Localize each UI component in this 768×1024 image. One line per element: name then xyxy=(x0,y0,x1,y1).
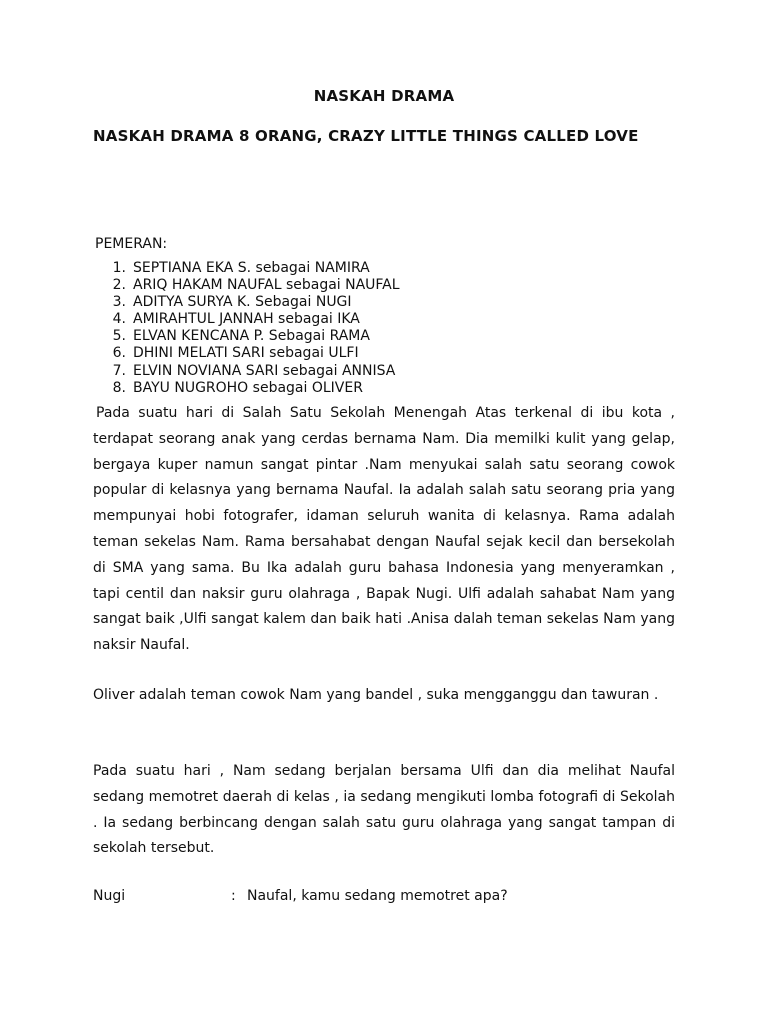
dialogue-colon: : xyxy=(231,888,236,904)
cast-item xyxy=(93,380,400,397)
dialogue-speaker: Nugi xyxy=(93,888,126,904)
cast-item-number: 5. xyxy=(112,328,126,345)
cast-item xyxy=(93,345,400,362)
dialogue-text: Naufal, kamu sedang memotret apa? xyxy=(247,888,508,904)
scene-paragraph: Pada suatu hari , Nam sedang berjalan bersama Ulfi dan dia melihat Naufal sedang memotret daerah di kelas , ia sedang mengikuti lomba fotografi di Sekolah . Ia sedang berbincang dengan salah satu guru olahraga yang sangat tampan di sekolah tersebut. xyxy=(93,763,675,857)
cast-item-text: BAYU NUGROHO sebagai OLIVER xyxy=(133,379,363,396)
cast-item-text: ARIQ HAKAM NAUFAL sebagai NAUFAL xyxy=(133,277,400,294)
cast-item-text: ELVAN KENCANA P. Sebagai RAMA xyxy=(133,328,370,345)
cast-heading: PEMERAN: xyxy=(95,236,168,252)
document-title: NASKAH DRAMA xyxy=(313,87,455,105)
cast-item xyxy=(93,328,400,345)
cast-item xyxy=(93,363,400,380)
cast-item-number: 3. xyxy=(112,294,126,311)
cast-item xyxy=(93,260,400,277)
cast-item-number: 1. xyxy=(112,260,126,276)
document-subtitle: NASKAH DRAMA 8 ORANG, CRAZY LITTLE THINGS CALLED LOVE xyxy=(93,127,639,145)
cast-item-text: ADITYA SURYA K. Sebagai NUGI xyxy=(133,294,352,311)
cast-item-number: 8. xyxy=(112,379,126,396)
cast-list xyxy=(93,260,400,397)
cast-item-text: ELVIN NOVIANA SARI sebagai ANNISA xyxy=(133,362,396,379)
cast-item xyxy=(93,294,400,311)
oliver-paragraph: Oliver adalah teman cowok Nam yang bandel , suka mengganggu dan tawuran . xyxy=(93,687,659,703)
cast-item-text: DHINI MELATI SARI sebagai ULFI xyxy=(133,345,359,362)
cast-item xyxy=(93,311,400,328)
cast-item xyxy=(93,277,400,294)
cast-item-number: 2. xyxy=(112,277,126,294)
cast-item-number: 7. xyxy=(112,362,126,379)
cast-item-number: 4. xyxy=(112,311,126,328)
cast-item-text: AMIRAHTUL JANNAH sebagai IKA xyxy=(133,311,360,328)
dialogue-line xyxy=(93,888,508,904)
intro-paragraph: Pada suatu hari di Salah Satu Sekolah Menengah Atas terkenal di ibu kota , terdapat seorang anak yang cerdas bernama Nam. Dia memilki kulit yang gelap, bergaya kuper namun sangat pintar .Nam menyukai salah satu seorang cowok popular di kelasnya yang bernama Naufal. Ia adalah salah satu seorang pria yang mempunyai hobi fotografer, idaman seluruh wanita di kelasnya. Rama adalah teman sekelas Nam. Rama bersahabat dengan Naufal sejak kecil dan bersekolah di SMA yang sama. Bu Ika adalah guru bahasa Indonesia yang menyeramkan , tapi centil dan naksir guru olahraga , Bapak Nugi. Ulfi adalah sahabat Nam yang sangat baik ,Ulfi sangat kalem dan baik hati .Anisa dalah teman sekelas Nam yang naksir Naufal. xyxy=(93,405,675,654)
cast-item-text: SEPTIANA EKA S. sebagai NAMIRA xyxy=(133,260,370,276)
cast-item-number: 6. xyxy=(112,345,126,362)
